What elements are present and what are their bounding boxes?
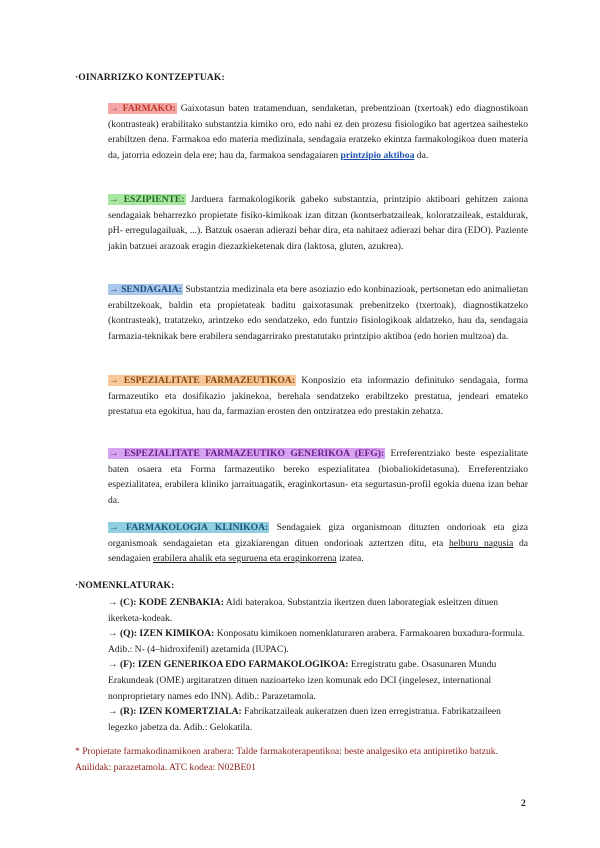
eszipiente-text: Jarduera farmakologikorik gabeko substantzia, printzipio aktiboari gehitzen zaiona sendagaiak beharrezko propietate fisiko-kimikoak izan ditzan (kontserbatzaileak, koloratzaileak, estaldurak, pH- erregulagailuak, ...). Batzuk osaeran adierazi behar dira, eta nahitaez adierazi behar dira (EDO). Paziente jakin batzuei arazoak eragin diezazkieketenak dira (laktosa, gluten, azukrea). [108,194,528,252]
nomenclature-text: Konposatu kimikoen nomenklaturaren arabera. Farmakoaren buxadura-formula. Adib.: N- (4–hidroxifenil) azetamida (IUPAC). [108,628,525,655]
farmakologia-text-1: Sendagaiek giza organismoan dituzten ondorioak eta giza organismoak sendagaietan eta gizakiarengan dituen ondorioak aztertzen ditu, eta [108,522,528,549]
sendagaia-text: Substantzia medizinala eta bere asoziazio edo konbinazioak, pertsonetan edo animalietan erabiltzekoak, baldin eta propietateak baditu gaixotasunak prebenitzeko (txertoak), diagnostikatzeko (kontrasteak), tratatzeko, arintzeko edo sendatzeko, edo funtzio fisiologikoak aldatzeko, hau da, sendagaia farmazia-teknikak bere erabilera sendagarrirako prestatutako printzipio aktiboa (edo horien multzoa) da. [108,284,528,342]
farmakologia-text-2: da sendagaien [108,537,528,565]
nomenclature-title: ·NOMENKLATURAK: [75,580,175,591]
espezialitate-text: Konposizio eta informazio definituko sendagaia, forma farmazeutiko eta dosifikazio jakinekoa, berehala sendatzeko erabiltzeko prestatua, jendeari emateko prestatua eta egokitua, hau da, farmazian erosten den ontziratzea edo prestakin zehatza. [108,375,528,418]
farmako-text-2: da. [414,149,429,161]
efg-paragraph [108,446,528,508]
espezialitate-term: → ESPEZIALITATE FARMAZEUTIKOA: [109,375,296,386]
erabilera-text: erabilera ahalik eta seguruena eta eraginkorrena [153,553,337,565]
nomenclature-text: Fabrikatzaileak aukeratzen duen izen erregistratua. Fabrikatzaileen legezko jabetza da. Adib.: Gelokatila. [108,706,501,733]
farmako-paragraph [108,101,528,163]
printzipio-aktiboa-link[interactable]: printzipio aktiboa [340,149,415,161]
nomenclature-label: → (F): IZEN GENERIKOA EDO FARMAKOLOGIKOA: [108,659,349,671]
nomenclature-text: Erregistratu gabe. Osasunaren Mundu Erakundeak (OME) argitaratzen dituen nazioarteko izen komunak edo DCI (ingelesez, international nonproprietary names edo INN). Adib.: Parazetamola. [108,659,497,702]
nomenclature-label: → (C): KODE ZENBAKIA: [108,597,224,608]
concepts-title: ·OINARRIZKO KONTZEPTUAK: [75,72,225,83]
farmakologia-term: → FARMAKOLOGIA KLINIKOA: [109,522,269,533]
nomenclature-item [108,626,528,657]
efg-term: → ESPEZIALITATE FARMAZEUTIKO GENERIKOA (EFG): [109,448,385,459]
nomenclature-list [108,595,528,735]
farmako-term: → FARMAKO: [109,103,176,114]
farmakologia-text-3: izatea. [336,553,364,565]
nomenclature-text: Aldi baterakoa. Substantzia ikertzen duen laborategiak esleitzen dituen ikerketa-kodeak. [108,597,499,624]
espezialitate-paragraph [108,373,528,420]
page-number: 2 [521,798,526,809]
efg-text: Erreferentziako beste espezialitate baten osaera eta Forma farmazeutiko bereko espezialitatea (biobaliokidetasuna). Erreferentziako espezialitatea, erabilera kliniko jarraituagatik, eraginkortasun- eta segurtasun-profil egokia duena izan behar da. [108,448,528,506]
sendagaia-paragraph [108,282,528,344]
farmako-text-1: Gaixotasun baten tratamenduan, sendaketan, prebentzioan (txertoak) edo diagnostikoan (kontrasteak) erabilitako substantzia kimiko oro, edo nahi ez den prozesu fisiologiko bat agertzea saihesteko erabiltzen dena. Farmakoa edo materia medizinala, sendagaia eratzeko ekintza farmakologikoa duen materia da, jatorria edozein dela ere; hau da, farmakoa sendagaiaren [108,103,528,161]
nomenclature-label: → (Q): IZEN KIMIKOA: [108,628,215,640]
nomenclature-item [108,595,528,626]
eszipiente-paragraph [108,192,528,254]
nomenclature-item [108,657,528,704]
footnote: * Propietate farmakodinamikoen arabera: Talde farmakoterapeutikoa: beste analgesiko eta antipiretiko batzuk. Anilidak: parazetamola. ATC kodea: N02BE01 [75,746,498,773]
nomenclature-label: → (R): IZEN KOMERTZIALA: [108,706,242,718]
farmakologia-paragraph [108,520,528,567]
eszipiente-term: → ESZIPIENTE: [109,194,185,205]
helburu-nagusia-text: helburu nagusia [448,537,514,549]
nomenclature-item [108,704,528,735]
sendagaia-term: → SENDAGAIA: [109,284,182,295]
